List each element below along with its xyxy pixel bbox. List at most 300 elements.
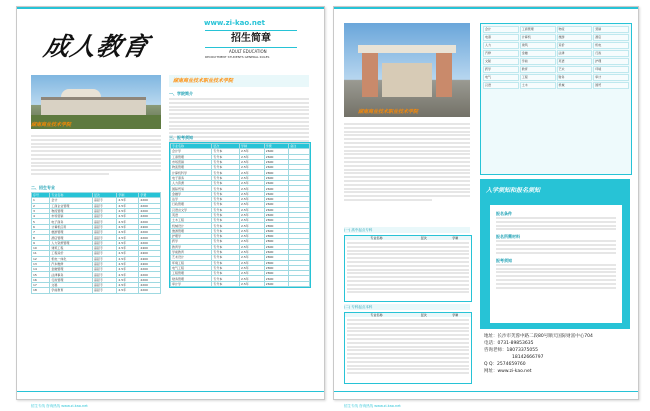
table-cell: 2.5年 — [117, 214, 139, 219]
table-cell: 专升本 — [212, 154, 240, 159]
table-cell: 专升本 — [212, 255, 240, 260]
table-cell: 8 — [32, 235, 50, 240]
table-cell: 2.5年 — [240, 154, 265, 159]
table-cell: 2600 — [264, 249, 288, 254]
grid-item: 酒店 — [593, 34, 629, 41]
table-cell: 2200 — [139, 240, 161, 245]
mid-table-1 — [344, 235, 472, 302]
table-cell: 专升本 — [212, 218, 240, 223]
table-cell: 高起专 — [93, 272, 117, 277]
notice-box — [480, 179, 630, 329]
table-cell: 2600 — [264, 149, 288, 154]
table-cell: 专升本 — [212, 234, 240, 239]
table-cell: 2200 — [139, 208, 161, 213]
table-cell: 高起专 — [93, 240, 117, 245]
table-row — [32, 198, 161, 203]
photo-caption-3: 湖南商业技术职业技术学院 — [358, 109, 419, 115]
right-caption-box — [169, 75, 309, 87]
table-cell: 建筑工程 — [50, 245, 93, 250]
table-cell: 2800 — [264, 271, 288, 276]
table-cell: 工商企业管理 — [50, 203, 93, 208]
grid-item: 机械 — [557, 82, 593, 89]
table-cell: 2.5年 — [117, 235, 139, 240]
mid-table-header: 层次 — [420, 236, 427, 240]
table-cell: 专升本 — [212, 159, 240, 164]
table-row — [32, 288, 161, 293]
table-cell: 2.5年 — [117, 198, 139, 203]
table-cell: 2200 — [139, 283, 161, 288]
grid-item: 电气 — [483, 74, 519, 81]
table-cell: 2400 — [139, 224, 161, 229]
table-cell: 15 — [32, 272, 50, 277]
table-cell: 电子商务 — [50, 219, 93, 224]
table-row — [32, 277, 161, 282]
brochure-page-1 — [16, 6, 325, 408]
table-row — [32, 272, 161, 277]
table-cell: 10 — [32, 245, 50, 250]
table-cell: 2200 — [139, 219, 161, 224]
table-cell: 汽车维修 — [50, 261, 93, 266]
table-cell: 2.5年 — [240, 186, 265, 191]
grid-item: 行政 — [593, 50, 629, 57]
table-cell: 教育学 — [171, 244, 212, 249]
table-cell: 18 — [32, 288, 50, 293]
specialty-table-left — [31, 192, 161, 294]
table-cell: 2800 — [264, 170, 288, 175]
table-cell: 1 — [32, 198, 50, 203]
table-cell: 14 — [32, 267, 50, 272]
table-header: 备注 — [289, 144, 310, 149]
campus-photo-2 — [344, 23, 470, 117]
table-cell: 高起专 — [93, 288, 117, 293]
table-cell: 2200 — [139, 272, 161, 277]
table-cell: 5 — [32, 219, 50, 224]
table-cell: 2.5年 — [117, 261, 139, 266]
table-cell: 2.5年 — [240, 223, 265, 228]
specialty-table-right — [169, 142, 311, 288]
table-cell: 金融管理 — [50, 267, 93, 272]
banner-subtitle-en2: RECRUITMENT STUDENTS GENERAL RULES — [205, 55, 270, 59]
table-cell: 2.5年 — [117, 267, 139, 272]
footer-text-2: 招生专线 咨询热线 www.zi-kao.net — [344, 404, 401, 408]
notice-item-2: 报名所需材料 — [496, 234, 520, 240]
table-cell: 专升本 — [212, 244, 240, 249]
table-cell: 电子商务 — [171, 175, 212, 180]
table-cell: 高起专 — [93, 219, 117, 224]
table-cell: 2.5年 — [117, 219, 139, 224]
website-url: www.zi-kao.net — [204, 19, 265, 27]
table-cell: 2.5年 — [240, 181, 265, 186]
table-row — [32, 251, 161, 256]
table-header: 层次 — [212, 144, 240, 149]
mid-table-header: 学制 — [452, 313, 459, 317]
table-cell: 2200 — [139, 277, 161, 282]
table-cell: 2.5年 — [240, 281, 265, 286]
table-row — [32, 256, 161, 261]
table-header: 层次 — [93, 193, 117, 198]
table-cell: 2600 — [264, 191, 288, 196]
table-row — [32, 219, 161, 224]
table-cell: 2.5年 — [117, 256, 139, 261]
mid-table-header: 层次 — [420, 313, 427, 317]
contact-site: 网址：www.zi-kao.net — [484, 369, 532, 374]
table-cell: 2600 — [264, 212, 288, 217]
table-cell: 专升本 — [212, 265, 240, 270]
table-cell: 2200 — [139, 235, 161, 240]
table-cell: 英语 — [171, 212, 212, 217]
table-cell: 物流管理 — [50, 208, 93, 213]
table-cell: 2600 — [264, 154, 288, 159]
table-cell: 专升本 — [212, 271, 240, 276]
table-cell: 2.5年 — [117, 283, 139, 288]
table-cell: 专升本 — [212, 276, 240, 281]
table-row — [32, 245, 161, 250]
page1-footer — [17, 391, 324, 408]
table-cell: 高起专 — [93, 277, 117, 282]
table-header: 学费 — [264, 144, 288, 149]
table-cell: 2800 — [264, 265, 288, 270]
table-cell: 2800 — [264, 223, 288, 228]
table-cell: 人力资源 — [171, 181, 212, 186]
table-cell: 专升本 — [212, 202, 240, 207]
table-cell: 2600 — [264, 207, 288, 212]
table-cell: 3 — [32, 208, 50, 213]
grid-item: 工商管理 — [520, 26, 556, 33]
grid-item: 汽修 — [483, 50, 519, 57]
section-heading-specialties: 二、招生专业 — [31, 185, 55, 190]
contact-consult: 咨询老师：18073375055 — [484, 348, 538, 353]
grid-item: 艺术 — [557, 66, 593, 73]
table-cell: 汉语言文学 — [171, 207, 212, 212]
mid-table-header: 专业名称 — [370, 236, 383, 240]
table-cell: 审计学 — [171, 281, 212, 286]
grid-item: 建筑 — [520, 42, 556, 49]
contact-phone: 电话：0731-89853635 — [484, 341, 534, 346]
table-cell: 专升本 — [212, 212, 240, 217]
top-accent-line-2 — [334, 7, 638, 9]
table-cell: 2800 — [264, 218, 288, 223]
table-cell: 2 — [32, 203, 50, 208]
table-cell: 高起专 — [93, 267, 117, 272]
table-cell: 法学 — [171, 196, 212, 201]
banner-subtitle-en: ADULT EDUCATION — [229, 49, 267, 54]
table-cell: 财务管理 — [171, 276, 212, 281]
mid-table-2 — [344, 312, 472, 384]
table-cell: 专升本 — [212, 149, 240, 154]
table-cell: 2800 — [264, 239, 288, 244]
table-cell: 人力资源管理 — [50, 240, 93, 245]
table-cell: 法律事务 — [50, 272, 93, 277]
table-cell: 2.5年 — [240, 244, 265, 249]
table-cell: 电气工程 — [171, 265, 212, 270]
table-cell: 旅游管理 — [171, 228, 212, 233]
photo-caption-2: 湖南商业技术职业技术学院 — [173, 78, 234, 84]
table-cell: 土木工程 — [171, 218, 212, 223]
grid-item: 物流 — [557, 26, 593, 33]
table-row — [32, 208, 161, 213]
table-cell: 13 — [32, 261, 50, 266]
table-cell: 市场营销 — [171, 159, 212, 164]
grid-item: 机电 — [593, 42, 629, 49]
table-row — [32, 235, 161, 240]
grid-item: 计算机 — [520, 34, 556, 41]
table-cell: 2.5年 — [240, 260, 265, 265]
logo-calligraphy: 成人教育 — [41, 32, 152, 61]
table-header: 序号 — [32, 193, 50, 198]
table-cell: 2.5年 — [240, 159, 265, 164]
mid-table-2-title: (二) 专科起点本科 — [344, 304, 470, 310]
table-cell: 环境工程 — [171, 260, 212, 265]
table-cell: 2800 — [264, 260, 288, 265]
table-cell: 2600 — [264, 175, 288, 180]
table-cell: 2.5年 — [240, 239, 265, 244]
table-cell: 2.5年 — [240, 191, 265, 196]
contact-mobile: 18142666797 — [512, 355, 544, 360]
table-cell: 2200 — [139, 230, 161, 235]
contact-qq: Q Q：2574659760 — [484, 362, 526, 367]
table-cell: 机械设计 — [171, 223, 212, 228]
table-cell: 2.5年 — [117, 208, 139, 213]
contact-block — [484, 333, 634, 375]
table-cell: 2.5年 — [240, 218, 265, 223]
table-cell: 2200 — [139, 267, 161, 272]
mid-text-block — [344, 123, 470, 203]
table-cell: 2.5年 — [240, 202, 265, 207]
table-cell: 2.5年 — [240, 175, 265, 180]
intro-text-block — [31, 135, 161, 177]
table-cell: 专升本 — [212, 181, 240, 186]
table-cell: 9 — [32, 240, 50, 245]
table-cell: 2.5年 — [240, 228, 265, 233]
notice-item-1: 报名条件 — [496, 211, 512, 216]
table-cell: 计算机应用 — [50, 224, 93, 229]
table-cell: 2600 — [264, 244, 288, 249]
table-row — [32, 214, 161, 219]
grid-item: 护理 — [593, 58, 629, 65]
notice-item-3: 报考须知 — [496, 257, 512, 263]
table-cell: 工程管理 — [171, 271, 212, 276]
table-cell: 2.5年 — [240, 265, 265, 270]
table-cell: 2.5年 — [240, 149, 265, 154]
table-cell: 旅游管理 — [50, 230, 93, 235]
table-cell: 专升本 — [212, 223, 240, 228]
table-cell: 2200 — [139, 288, 161, 293]
grid-item: 审计 — [593, 74, 629, 81]
table-cell: 12 — [32, 256, 50, 261]
table-cell: 艺术设计 — [171, 255, 212, 260]
table-cell: 国际贸易 — [171, 186, 212, 191]
table-cell: 2.5年 — [240, 196, 265, 201]
grid-item: 汉语 — [483, 82, 519, 89]
table-cell: 高起专 — [93, 251, 117, 256]
grid-item: 旅游 — [557, 34, 593, 41]
table-cell: 2600 — [264, 276, 288, 281]
table-cell: 4 — [32, 214, 50, 219]
notice-title: 入学须知和报名须知 — [486, 187, 541, 194]
table-cell: 2600 — [264, 186, 288, 191]
grid-item: 法律 — [557, 50, 593, 57]
table-cell: 2.5年 — [117, 224, 139, 229]
table-cell: 专升本 — [212, 186, 240, 191]
grid-item: 会计 — [483, 26, 519, 33]
table-cell: 会计 — [50, 198, 93, 203]
table-cell: 2.5年 — [240, 165, 265, 170]
table-cell: 高起专 — [93, 208, 117, 213]
table-row — [32, 230, 161, 235]
mid-table-1-title: (一) 高中起点专科 — [344, 227, 470, 233]
table-cell: 2600 — [264, 165, 288, 170]
table-cell: 2600 — [264, 181, 288, 186]
grid-item: 金融 — [520, 50, 556, 57]
table-cell: 17 — [32, 283, 50, 288]
table-cell: 11 — [32, 251, 50, 256]
brochure-page-2 — [333, 6, 639, 408]
table-row — [32, 267, 161, 272]
table-row — [171, 281, 310, 286]
table-cell: 2.5年 — [240, 276, 265, 281]
table-cell: 2400 — [139, 261, 161, 266]
table-cell: 2.5年 — [117, 203, 139, 208]
table-cell: 专升本 — [212, 207, 240, 212]
table-row — [32, 240, 161, 245]
photo-caption-1: 湖南商业技术学院 — [31, 122, 72, 128]
table-cell: 计算机科学 — [171, 170, 212, 175]
table-cell: 2.5年 — [117, 245, 139, 250]
table-cell: 2.5年 — [117, 251, 139, 256]
table-cell: 2.5年 — [117, 240, 139, 245]
mid-table-header: 学制 — [452, 236, 459, 240]
grid-item: 财务 — [557, 74, 593, 81]
table-header: 学费 — [139, 193, 161, 198]
grid-item: 药学 — [483, 66, 519, 73]
grid-item: 文秘 — [483, 58, 519, 65]
table-cell: 2.5年 — [117, 230, 139, 235]
table-cell: 2.5年 — [240, 234, 265, 239]
table-cell: 专升本 — [212, 175, 240, 180]
banner-title: 招生简章 — [231, 33, 271, 44]
table-cell: 专升本 — [212, 165, 240, 170]
grid-item: 工程 — [520, 74, 556, 81]
top-accent-line — [17, 7, 324, 9]
table-cell: 药学 — [171, 239, 212, 244]
table-cell: 2200 — [139, 198, 161, 203]
section-heading-intro: 一、学院简介 — [169, 91, 193, 96]
grid-item: 营销 — [593, 26, 629, 33]
table-header: 专业名称 — [50, 193, 93, 198]
banner-box — [205, 30, 297, 48]
table-header: 学制 — [240, 144, 265, 149]
grid-item: 教育 — [520, 66, 556, 73]
table-cell: 高起专 — [93, 261, 117, 266]
table-row — [32, 224, 161, 229]
section-heading-notice: 三、报考须知 — [169, 135, 193, 140]
table-cell: 2.5年 — [240, 170, 265, 175]
specialty-grid — [480, 23, 632, 175]
table-cell: 2600 — [264, 228, 288, 233]
table-cell: 专升本 — [212, 260, 240, 265]
table-cell: 2600 — [264, 159, 288, 164]
table-cell: 2200 — [139, 203, 161, 208]
table-cell: 2400 — [139, 256, 161, 261]
table-cell: 专升本 — [212, 249, 240, 254]
table-cell: 高起专 — [93, 245, 117, 250]
table-row — [32, 203, 161, 208]
grid-item: 土木 — [520, 82, 556, 89]
table-cell: 文秘 — [50, 283, 93, 288]
table-cell: 高起专 — [93, 198, 117, 203]
grid-item: 电商 — [483, 34, 519, 41]
table-cell: 行政管理 — [50, 277, 93, 282]
table-header: 学制 — [117, 193, 139, 198]
table-cell — [289, 281, 310, 286]
table-cell: 工程造价 — [50, 251, 93, 256]
grid-item: 国贸 — [593, 82, 629, 89]
table-cell: 高起专 — [93, 256, 117, 261]
table-cell: 2.5年 — [240, 255, 265, 260]
table-cell: 2600 — [264, 281, 288, 286]
grid-item: 人力 — [483, 42, 519, 49]
grid-item: 造价 — [557, 42, 593, 49]
table-cell: 高起专 — [93, 283, 117, 288]
table-cell: 2200 — [139, 214, 161, 219]
table-cell: 会计学 — [171, 149, 212, 154]
table-cell: 护理学 — [171, 234, 212, 239]
page2-footer — [334, 391, 638, 408]
table-cell: 机电一体化 — [50, 256, 93, 261]
table-cell: 2600 — [264, 202, 288, 207]
table-cell: 2800 — [264, 255, 288, 260]
table-cell: 专升本 — [212, 239, 240, 244]
footer-text: 招生专线 咨询热线 www.zi-kao.net — [31, 404, 88, 408]
table-cell: 酒店管理 — [50, 235, 93, 240]
table-cell: 6 — [32, 224, 50, 229]
table-row — [32, 261, 161, 266]
table-cell: 高起专 — [93, 224, 117, 229]
table-cell: 高起专 — [93, 230, 117, 235]
table-cell: 2.5年 — [240, 212, 265, 217]
table-cell: 物流管理 — [171, 165, 212, 170]
table-cell: 专升本 — [212, 196, 240, 201]
table-cell: 2.5年 — [240, 207, 265, 212]
table-cell: 高起专 — [93, 235, 117, 240]
contact-address: 地址：长沙市芙蓉中路二段80号顺天国际财富中心704 — [484, 334, 593, 339]
table-cell: 2.5年 — [240, 249, 265, 254]
table-cell: 专升本 — [212, 281, 240, 286]
table-cell: 高起专 — [93, 214, 117, 219]
table-cell: 市场营销 — [50, 214, 93, 219]
table-cell: 7 — [32, 230, 50, 235]
table-cell: 2.5年 — [240, 271, 265, 276]
grid-item: 学前 — [520, 58, 556, 65]
table-cell: 2800 — [264, 234, 288, 239]
table-cell: 2400 — [139, 251, 161, 256]
table-cell: 学前教育 — [50, 288, 93, 293]
table-header: 专业名称 — [171, 144, 212, 149]
grid-item: 环境 — [593, 66, 629, 73]
table-cell: 高起专 — [93, 203, 117, 208]
grid-item: 英语 — [557, 58, 593, 65]
table-cell: 专升本 — [212, 191, 240, 196]
table-cell: 学前教育 — [171, 249, 212, 254]
table-cell: 2600 — [264, 196, 288, 201]
table-cell: 金融学 — [171, 191, 212, 196]
table-cell: 工商管理 — [171, 154, 212, 159]
table-cell: 2.5年 — [117, 288, 139, 293]
table-cell: 专升本 — [212, 228, 240, 233]
mid-table-header: 专业名称 — [370, 313, 383, 317]
table-cell: 行政管理 — [171, 202, 212, 207]
table-cell: 专升本 — [212, 170, 240, 175]
